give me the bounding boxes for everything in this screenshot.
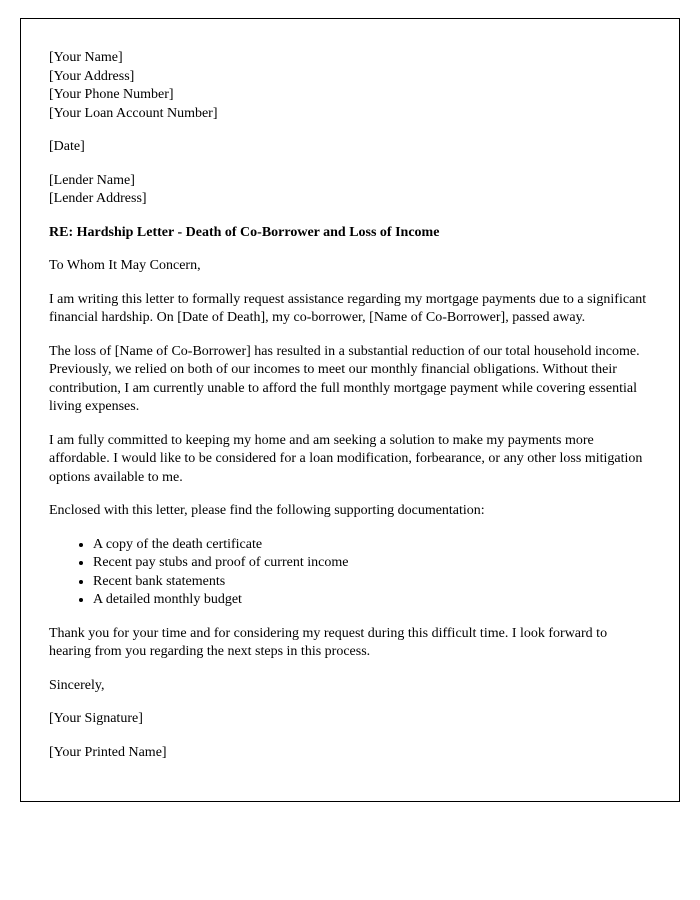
enclosures-list <box>49 536 651 610</box>
enclosures-intro: Enclosed with this letter, please find the following supporting documentation: <box>49 503 485 518</box>
printed-name-placeholder: [Your Printed Name] <box>49 744 167 760</box>
salutation: To Whom It May Concern, <box>49 258 201 273</box>
date-line: [Date] <box>49 139 85 154</box>
sender-phone: [Your Phone Number] <box>49 87 174 102</box>
valediction: Sincerely, <box>49 677 105 693</box>
enclosure-item-death-certificate: • A copy of the death certificate <box>93 536 651 555</box>
hardship-letter-container <box>20 18 680 802</box>
paragraph-income-loss: The loss of [Name of Co-Borrower] has resulted in a substantial reduction of our total household income. Previously, we relied on both of our incomes to meet our monthly financial obligations. Without their contribution, I am currently unable to afford the full monthly mortgage payment while covering essential living expenses. <box>49 343 640 414</box>
sender-name: [Your Name] <box>49 50 123 65</box>
enclosure-item-monthly-budget: • A detailed monthly budget <box>93 591 651 610</box>
paragraph-closing: Thank you for your time and for considering my request during this difficult time. I look forward to hearing from you regarding the next steps in this process. <box>49 625 608 659</box>
lender-address: [Lender Address] <box>49 191 147 206</box>
paragraph-assistance-request: I am fully committed to keeping my home and am seeking a solution to make my payments more affordable. I would like to be considered for a loan modification, forbearance, or any other loss mitigation options available to me. <box>49 432 643 485</box>
signature-placeholder: [Your Signature] <box>49 711 143 726</box>
lender-name: [Lender Name] <box>49 172 135 188</box>
enclosure-item-pay-stubs: • Recent pay stubs and proof of current income <box>93 554 651 573</box>
sender-loan-account: [Your Loan Account Number] <box>49 105 218 121</box>
enclosure-item-bank-statements: • Recent bank statements <box>93 573 651 592</box>
paragraph-hardship-intro: I am writing this letter to formally request assistance regarding my mortgage payments due to a significant financial hardship. On [Date of Death], my co-borrower, [Name of Co-Borrower], passed away. <box>49 291 647 325</box>
subject-line: RE: Hardship Letter - Death of Co-Borrower and Loss of Income <box>49 224 440 240</box>
sender-address: [Your Address] <box>49 68 135 84</box>
lender-block <box>49 172 651 209</box>
sender-block <box>49 49 651 123</box>
